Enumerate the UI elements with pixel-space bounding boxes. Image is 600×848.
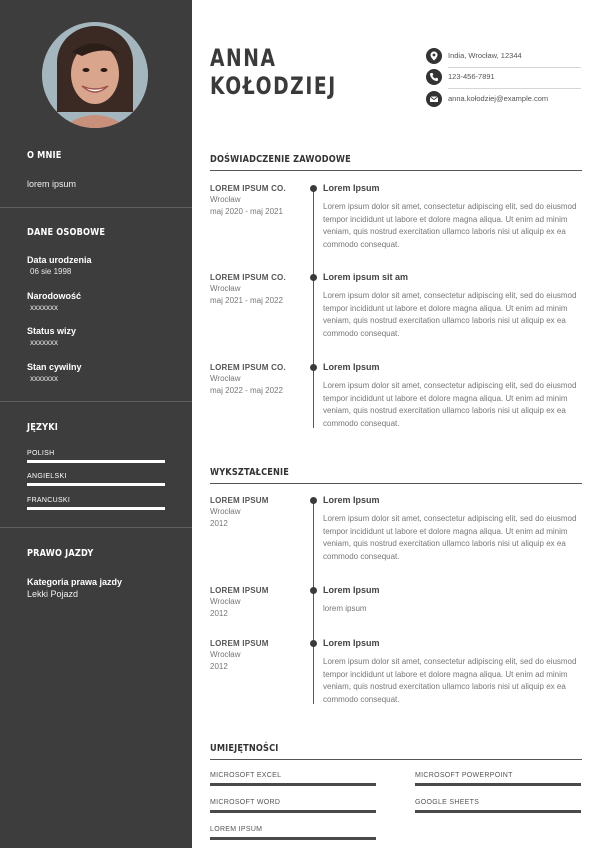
experience-org: LOREM IPSUM CO. [210, 273, 286, 282]
skill-item [415, 772, 581, 786]
language-name: ANGIELSKI [27, 473, 67, 480]
languages-heading: JĘZYKI [27, 422, 58, 433]
experience-title: Lorem Ipsum [323, 362, 380, 372]
education-year: 2012 [210, 662, 228, 671]
marital-value: xxxxxxx [30, 374, 58, 383]
skill-level-bar [210, 783, 376, 786]
experience-timeline [313, 188, 314, 428]
experience-desc: Lorem ipsum dolor sit amet, consectetur adipiscing elit, sed do eiusmod tempor incididunt ut labore et dolore magna aliqua. Ut enim ad minim veniam, quis nostrud exercitation ullamco laboris nisi ut aliquip ex ea commodo consequat. [323, 291, 577, 338]
timeline-dot [310, 364, 317, 371]
divider [0, 207, 192, 208]
experience-desc: Lorem ipsum dolor sit amet, consectetur adipiscing elit, sed do eiusmod tempor incididunt ut labore et dolore magna aliqua. Ut enim ad minim veniam, quis nostrud exercitation ullamco laboris nisi ut aliquip ex ea commodo consequat. [323, 381, 577, 428]
education-year: 2012 [210, 519, 228, 528]
education-title: Lorem Ipsum [323, 638, 380, 648]
divider [0, 527, 192, 528]
contact-email-text[interactable]: anna.kołodziej@example.com [448, 94, 549, 103]
license-value: Lekki Pojazd [27, 589, 79, 599]
license-heading: PRAWO JAZDY [27, 548, 94, 559]
language-item [27, 450, 165, 463]
section-rule [210, 170, 582, 171]
skill-name: GOOGLE SHEETS [415, 799, 480, 806]
language-item [27, 473, 165, 486]
language-level-bar [27, 460, 165, 463]
visa-label: Status wizy [27, 326, 77, 336]
contact-email [426, 91, 581, 107]
education-year: 2012 [210, 609, 228, 618]
marital-label: Stan cywilny [27, 362, 82, 372]
language-name: POLISH [27, 450, 55, 457]
section-rule [210, 483, 582, 484]
skill-level-bar [415, 810, 581, 813]
contact-phone [426, 69, 581, 85]
skill-item [415, 799, 581, 813]
experience-org: LOREM IPSUM CO. [210, 184, 286, 193]
about-heading: O MNIE [27, 150, 62, 161]
contact-underline [448, 67, 581, 68]
section-rule [210, 759, 582, 760]
experience-desc: Lorem ipsum dolor sit amet, consectetur adipiscing elit, sed do eiusmod tempor incididunt ut labore et dolore magna aliqua. Ut enim ad minim veniam, quis nostrud exercitation ullamco laboris nisi ut aliquip ex ea commodo consequat. [323, 202, 577, 249]
experience-dates: maj 2021 - maj 2022 [210, 296, 283, 305]
education-heading: WYKSZTAŁCENIE [210, 467, 290, 478]
experience-dates: maj 2020 - maj 2021 [210, 207, 283, 216]
license-label: Kategoria prawa jazdy [27, 577, 123, 587]
language-level-bar [27, 483, 165, 486]
education-org: LOREM IPSUM [210, 586, 269, 595]
birthdate-label: Data urodzenia [27, 255, 92, 265]
divider [0, 401, 192, 402]
skill-name: MICROSOFT EXCEL [210, 772, 282, 779]
skills-heading: UMIEJĘTNOŚCI [210, 743, 279, 754]
last-name: KOŁODZIEJ [210, 72, 337, 100]
birthdate-value: 06 sie 1998 [30, 267, 72, 276]
education-desc: lorem ipsum [323, 604, 367, 613]
contact-location-text: India, Wrocław, 12344 [448, 51, 522, 60]
experience-city: Wrocław [210, 284, 241, 293]
experience-dates: maj 2022 - maj 2022 [210, 386, 283, 395]
experience-title: Lorem ipsum sit am [323, 272, 409, 282]
skill-name: LOREM IPSUM [210, 826, 263, 833]
education-timeline [313, 500, 314, 704]
nationality-value: xxxxxxx [30, 303, 58, 312]
skill-item [210, 826, 376, 840]
education-desc: Lorem ipsum dolor sit amet, consectetur adipiscing elit, sed do eiusmod tempor incididunt ut labore et dolore magna aliqua. Ut enim ad minim veniam, quis nostrud exercitation ullamco laboris nisi ut aliquip ex ea commodo consequat. [323, 514, 577, 561]
contact-phone-text: 123-456-7891 [448, 72, 495, 81]
language-name: FRANCUSKI [27, 497, 71, 504]
skill-level-bar [210, 837, 376, 840]
experience-city: Wrocław [210, 195, 241, 204]
location-pin-icon [426, 48, 442, 64]
visa-value: xxxxxxx [30, 338, 58, 347]
skill-name: MICROSOFT POWERPOINT [415, 772, 513, 779]
timeline-dot [310, 587, 317, 594]
personal-heading: DANE OSOBOWE [27, 227, 106, 238]
experience-heading: DOŚWIADCZENIE ZAWODOWE [210, 154, 351, 165]
experience-org: LOREM IPSUM CO. [210, 363, 286, 372]
education-city: Wrocław [210, 650, 241, 659]
email-icon [426, 91, 442, 107]
experience-city: Wrocław [210, 374, 241, 383]
nationality-label: Narodowość [27, 291, 82, 301]
phone-icon [426, 69, 442, 85]
contact-location [426, 48, 581, 64]
education-title: Lorem Ipsum [323, 585, 380, 595]
skill-level-bar [210, 810, 376, 813]
timeline-dot [310, 497, 317, 504]
profile-photo [42, 22, 148, 128]
first-name: ANNA [210, 44, 277, 72]
experience-title: Lorem Ipsum [323, 183, 380, 193]
contact-underline [448, 88, 581, 89]
education-city: Wrocław [210, 507, 241, 516]
sidebar [0, 0, 192, 848]
skill-item [210, 772, 376, 786]
education-title: Lorem Ipsum [323, 495, 380, 505]
education-org: LOREM IPSUM [210, 496, 269, 505]
timeline-dot [310, 185, 317, 192]
skill-item [210, 799, 376, 813]
about-text: lorem ipsum [27, 179, 77, 189]
skill-name: MICROSOFT WORD [210, 799, 281, 806]
timeline-dot [310, 640, 317, 647]
timeline-dot [310, 274, 317, 281]
language-level-bar [27, 507, 165, 510]
education-city: Wrocław [210, 597, 241, 606]
skill-level-bar [415, 783, 581, 786]
education-org: LOREM IPSUM [210, 639, 269, 648]
education-desc: Lorem ipsum dolor sit amet, consectetur adipiscing elit, sed do eiusmod tempor incididunt ut labore et dolore magna aliqua. Ut enim ad minim veniam, quis nostrud exercitation ullamco laboris nisi ut aliquip ex ea commodo consequat. [323, 657, 577, 704]
language-item [27, 497, 165, 510]
